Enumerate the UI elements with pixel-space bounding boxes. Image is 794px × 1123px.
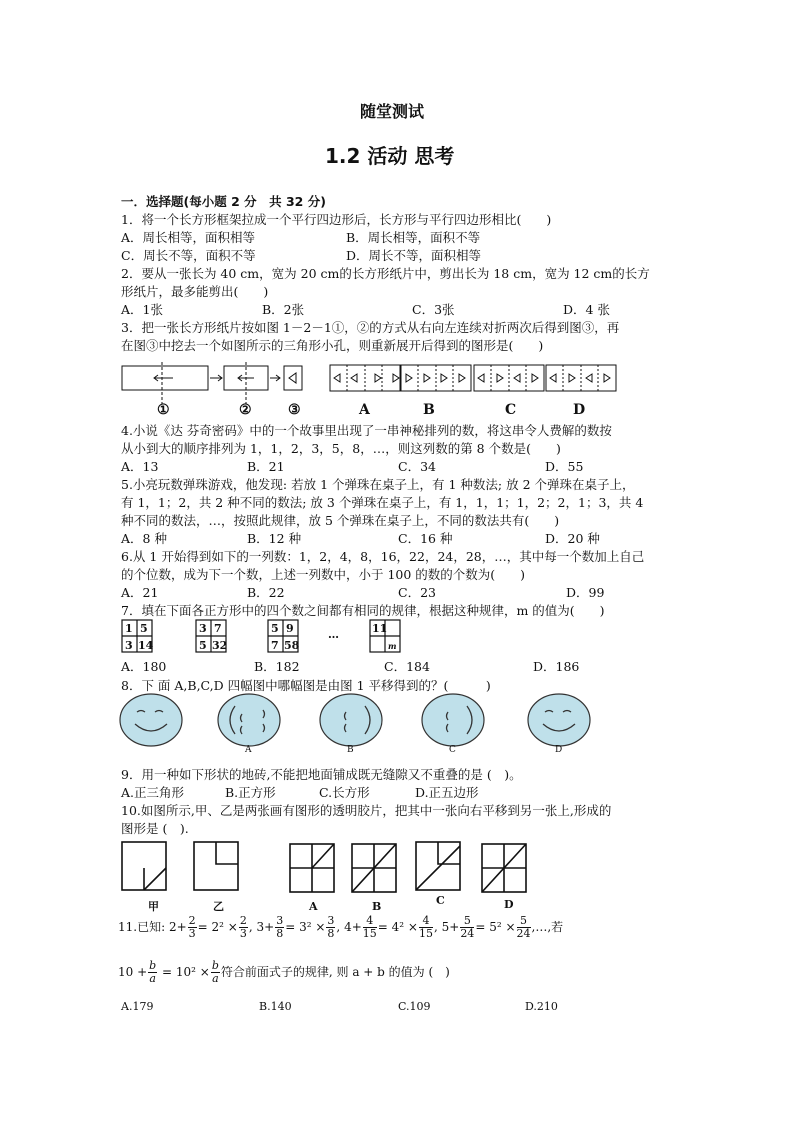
q11-equations: 11.已知: 2+ $\frac{2}{3}$ = 2² × $\frac{2}{3}$ , 3+ $\frac{3}{8}$ = 3² × $\frac{3}{8}$ , 4+ $\frac{4}{15}$ = 4² × $\frac{4}{15}$ , 5+ $\frac{5}{24}$ = 5² × $\frac{5}{24}$ ,…,若 bbox=[118, 914, 564, 940]
q2-option-c: C．3张 bbox=[412, 302, 455, 317]
q3-option-d-shape bbox=[546, 365, 616, 391]
q4-option-b: B．21 bbox=[247, 459, 285, 474]
q3-label-1: ① bbox=[157, 402, 170, 418]
q10-label-c: C bbox=[436, 894, 445, 907]
q6-line1: 6.从 1 开始得到如下的一列数：1，2，4，8，16，22，24，28，…，其中每一个数加上自己 bbox=[121, 549, 645, 564]
q11-condition: 10 + $\frac{b}{a}$ = 10² × $\frac{b}{a}$ 符合前面式子的规律, 则 a + b 的值为 ( ) bbox=[118, 959, 450, 985]
q7-g1-bl: 3 bbox=[125, 639, 133, 652]
q8-face-a bbox=[218, 694, 280, 746]
q11-option-a: A.179 bbox=[121, 1000, 154, 1013]
q7-g2-br: 32 bbox=[212, 639, 228, 652]
q7-dots: … bbox=[328, 628, 339, 641]
q2-line1: 2．要从一张长为 40 cm，宽为 20 cm的长方形纸片中，剪出长为 18 cm，宽为 12 cm的长方 bbox=[121, 266, 650, 281]
q10-line2: 图形是 ( ). bbox=[121, 821, 189, 836]
q7-g1-br: 14 bbox=[138, 639, 154, 652]
q1-stem: 1．将一个长方形框架拉成一个平行四边形后，长方形与平行四边形相比( ) bbox=[121, 212, 552, 227]
q11-option-b: B.140 bbox=[259, 1000, 292, 1013]
q9-option-b: B.正方形 bbox=[225, 785, 276, 800]
q7-g4-tl: 11 bbox=[372, 622, 388, 635]
q5-line3: 种不同的数法，…，按照此规律，放 5 个弹珠在桌子上，不同的数法共有( ) bbox=[121, 513, 560, 528]
q4-option-c: C．34 bbox=[398, 459, 436, 474]
q7-g3-tl: 5 bbox=[271, 622, 279, 635]
q11-prefix: 11.已知: bbox=[118, 920, 166, 934]
q3-line2: 在图③中挖去一个如图所示的三角形小孔，则重新展开后得到的图形是( ) bbox=[121, 338, 544, 353]
q4-line2: 从小到大的顺序排列为 1，1，2，3，5，8，…，则这列数的第 8 个数是( ) bbox=[121, 441, 561, 456]
q10-label-yi: 乙 bbox=[213, 900, 224, 913]
q7-g2-tl: 3 bbox=[199, 622, 207, 635]
q7-g2-bl: 5 bbox=[199, 639, 207, 652]
q1-option-b: B．周长相等，面积不等 bbox=[346, 230, 481, 245]
q10-line1: 10.如图所示,甲、乙是两张画有图形的透明胶片，把其中一张向右平移到另一张上,形成的 bbox=[121, 803, 612, 818]
q2-option-d: D．4 张 bbox=[563, 302, 610, 317]
q8-face-d bbox=[528, 694, 590, 746]
q6-option-a: A．21 bbox=[121, 585, 159, 600]
q1-option-d: D．周长不等，面积相等 bbox=[346, 248, 482, 263]
q5-option-b: B．12 种 bbox=[247, 531, 302, 546]
q4-option-a: A．13 bbox=[121, 459, 159, 474]
q7-stem: 7．填在下面各正方形中的四个数之间都有相同的规律，根据这种规律，m 的值为( ) bbox=[121, 603, 605, 618]
q3-label-b: B bbox=[423, 402, 435, 418]
q8-label-b: B bbox=[347, 745, 354, 752]
q7-g4-br: m bbox=[388, 641, 397, 651]
q7-grids bbox=[118, 618, 418, 658]
q6-option-d: D．99 bbox=[566, 585, 605, 600]
q8-face-c bbox=[422, 694, 484, 746]
q11-option-c: C.109 bbox=[398, 1000, 431, 1013]
q9-option-c: C.长方形 bbox=[319, 785, 370, 800]
q7-option-b: B．182 bbox=[254, 659, 300, 674]
q4-option-d: D．55 bbox=[545, 459, 584, 474]
q7-g3-br: 58 bbox=[284, 639, 300, 652]
q8-faces bbox=[115, 692, 595, 752]
q3-option-a-shape bbox=[330, 365, 400, 391]
q7-g1-tr: 5 bbox=[140, 622, 148, 635]
q8-stem: 8．下 面 A,B,C,D 四幅图中哪幅图是由图 1 平移得到的？( ) bbox=[121, 678, 491, 693]
q5-option-d: D．20 种 bbox=[545, 531, 600, 546]
q3-line1: 3．把一张长方形纸片按如图 1－2－1①，②的方式从右向左连续对折两次后得到图③，再 bbox=[121, 320, 620, 335]
q7-option-a: A．180 bbox=[121, 659, 167, 674]
q3-figure bbox=[118, 360, 628, 420]
q9-option-d: D.正五边形 bbox=[415, 785, 479, 800]
q3-label-d: D bbox=[573, 402, 586, 418]
q9-option-a: A.正三角形 bbox=[121, 785, 185, 800]
q10-label-jia: 甲 bbox=[148, 900, 159, 913]
q10-label-d: D bbox=[504, 898, 514, 911]
q7-option-d: D．186 bbox=[533, 659, 580, 674]
q9-stem: 9．用一种如下形状的地砖,不能把地面铺成既无缝隙又不重叠的是 ( )。 bbox=[121, 767, 522, 782]
q5-line1: 5.小亮玩数弹珠游戏，他发现: 若放 1 个弹珠在桌子上，有 1 种数法; 放 2 个弹珠在桌子上， bbox=[121, 477, 635, 492]
section-heading: 一．选择题(每小题 2 分 共 32 分) bbox=[121, 194, 326, 209]
q5-option-a: A．8 种 bbox=[121, 531, 167, 546]
q8-face-1 bbox=[120, 694, 182, 746]
q8-face-b bbox=[320, 694, 382, 746]
q6-option-c: C．23 bbox=[398, 585, 436, 600]
q1-option-c: C．周长不等，面积不等 bbox=[121, 248, 256, 263]
q2-option-a: A．1张 bbox=[121, 302, 163, 317]
q1-option-a: A．周长相等，面积相等 bbox=[121, 230, 256, 245]
q5-line2: 有 1，1；2，共 2 种不同的数法; 放 3 个弹珠在桌子上，有 1，1，1；1，2；2，1；3，共 4 bbox=[121, 495, 644, 510]
q2-option-b: B．2张 bbox=[262, 302, 305, 317]
q3-label-a: A bbox=[359, 402, 370, 418]
q3-label-3: ③ bbox=[288, 402, 301, 418]
q7-option-c: C．184 bbox=[384, 659, 430, 674]
q10-figure bbox=[118, 838, 548, 916]
q5-option-c: C．16 种 bbox=[398, 531, 453, 546]
q10-label-b: B bbox=[372, 900, 382, 913]
q2-line2: 形纸片，最多能剪出( ) bbox=[121, 284, 269, 299]
q7-g3-tr: 9 bbox=[286, 622, 294, 635]
page-title: 1.2 活动 思考 bbox=[325, 144, 455, 168]
q3-label-2: ② bbox=[239, 402, 252, 418]
q8-label-a: A bbox=[245, 745, 252, 752]
q6-line2: 的个位数，成为下一个数，上述一列数中，小于 100 的数的个数为( ) bbox=[121, 567, 526, 582]
q10-label-a: A bbox=[309, 900, 318, 913]
q7-g1-tl: 1 bbox=[125, 622, 133, 635]
q11-option-d: D.210 bbox=[525, 1000, 558, 1013]
q8-label-d: D bbox=[555, 745, 563, 752]
q3-option-c-shape bbox=[474, 365, 544, 391]
q4-line1: 4.小说《达 芬奇密码》中的一个故事里出现了一串神秘排列的数，将这串令人费解的数按 bbox=[121, 423, 612, 438]
q7-g3-bl: 7 bbox=[271, 639, 279, 652]
q3-option-b-shape bbox=[401, 365, 471, 391]
q7-g2-tr: 7 bbox=[214, 622, 222, 635]
q3-label-c: C bbox=[505, 402, 517, 418]
subtitle: 随堂测试 bbox=[360, 102, 425, 121]
q6-option-b: B．22 bbox=[247, 585, 285, 600]
q8-label-c: C bbox=[449, 745, 456, 752]
